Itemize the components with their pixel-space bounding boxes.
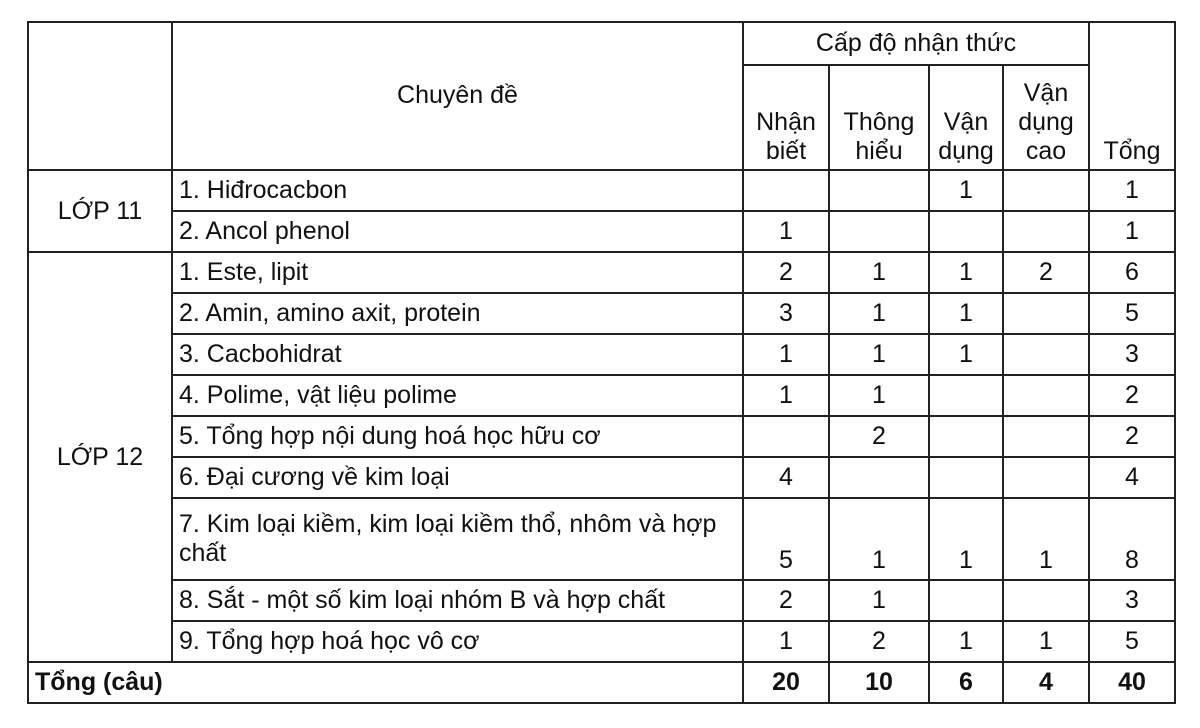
topic-cell: 4. Polime, vật liệu polime — [172, 375, 743, 416]
topic-cell: 1. Hiđrocacbon — [172, 170, 743, 211]
value-cell: 2 — [1003, 252, 1089, 293]
row-total-cell: 8 — [1089, 498, 1175, 580]
topic-cell: 5. Tổng hợp nội dung hoá học hữu cơ — [172, 416, 743, 457]
row-total-cell: 4 — [1089, 457, 1175, 498]
value-cell: 2 — [743, 580, 829, 621]
grand-total-cell: 40 — [1089, 662, 1175, 703]
value-cell — [1003, 416, 1089, 457]
table-row — [28, 580, 1175, 621]
question-matrix-table — [27, 21, 1176, 704]
total-value-cell: 20 — [743, 662, 829, 703]
value-cell: 2 — [743, 252, 829, 293]
value-cell — [929, 375, 1003, 416]
value-cell: 1 — [1003, 621, 1089, 662]
total-value-cell: 6 — [929, 662, 1003, 703]
header-level-recognize — [743, 65, 829, 170]
header-level-label: Vận dụng cao — [1018, 79, 1074, 165]
value-cell — [829, 211, 929, 252]
table-header — [28, 22, 1175, 170]
header-total: Tổng — [1089, 22, 1175, 170]
topic-cell: 7. Kim loại kiềm, kim loại kiềm thổ, nhôm và hợp chất — [172, 498, 743, 580]
value-cell: 1 — [829, 252, 929, 293]
value-cell: 2 — [829, 621, 929, 662]
value-cell — [929, 416, 1003, 457]
total-row-label: Tổng (câu) — [28, 662, 743, 703]
value-cell: 1 — [829, 580, 929, 621]
value-cell — [1003, 170, 1089, 211]
header-blank-cell — [28, 22, 172, 170]
value-cell — [1003, 375, 1089, 416]
value-cell: 1 — [743, 211, 829, 252]
topic-cell: 3. Cacbohidrat — [172, 334, 743, 375]
value-cell: 1 — [829, 498, 929, 580]
row-total-cell: 6 — [1089, 252, 1175, 293]
topic-cell: 2. Amin, amino axit, protein — [172, 293, 743, 334]
row-total-cell: 2 — [1089, 416, 1175, 457]
header-level-understand — [829, 65, 929, 170]
topic-cell: 9. Tổng hợp hoá học vô cơ — [172, 621, 743, 662]
value-cell: 1 — [929, 252, 1003, 293]
value-cell: 4 — [743, 457, 829, 498]
row-total-cell: 1 — [1089, 211, 1175, 252]
value-cell: 1 — [929, 498, 1003, 580]
table-row — [28, 211, 1175, 252]
table-row — [28, 252, 1175, 293]
value-cell: 1 — [743, 621, 829, 662]
table-row — [28, 621, 1175, 662]
total-value-cell: 4 — [1003, 662, 1089, 703]
total-value-cell: 10 — [829, 662, 929, 703]
value-cell: 1 — [829, 375, 929, 416]
value-cell: 1 — [929, 334, 1003, 375]
row-total-cell: 5 — [1089, 621, 1175, 662]
value-cell: 1 — [829, 334, 929, 375]
topic-cell: 1. Este, lipit — [172, 252, 743, 293]
header-levels-group: Cấp độ nhận thức — [743, 22, 1089, 65]
row-total-cell: 1 — [1089, 170, 1175, 211]
value-cell — [1003, 580, 1089, 621]
group-label-grade-11: LỚP 11 — [28, 170, 172, 252]
header-level-apply-high — [1003, 65, 1089, 170]
value-cell — [1003, 457, 1089, 498]
header-topic: Chuyên đề — [172, 22, 743, 170]
topic-cell: 2. Ancol phenol — [172, 211, 743, 252]
value-cell — [929, 580, 1003, 621]
topic-cell: 6. Đại cương về kim loại — [172, 457, 743, 498]
table-row — [28, 457, 1175, 498]
value-cell: 3 — [743, 293, 829, 334]
table-row — [28, 293, 1175, 334]
topic-cell: 8. Sắt - một số kim loại nhóm B và hợp chất — [172, 580, 743, 621]
value-cell: 1 — [1003, 498, 1089, 580]
header-level-apply — [929, 65, 1003, 170]
value-cell: 1 — [829, 293, 929, 334]
value-cell: 2 — [829, 416, 929, 457]
row-total-cell: 3 — [1089, 334, 1175, 375]
value-cell — [1003, 293, 1089, 334]
value-cell — [829, 457, 929, 498]
group-label-grade-12: LỚP 12 — [28, 252, 172, 662]
header-level-label: Nhận biết — [756, 108, 816, 165]
table-row — [28, 334, 1175, 375]
table-row — [28, 375, 1175, 416]
header-level-label: Vận dụng — [938, 108, 994, 165]
value-cell: 5 — [743, 498, 829, 580]
value-cell — [929, 457, 1003, 498]
value-cell — [929, 211, 1003, 252]
value-cell: 1 — [743, 375, 829, 416]
value-cell: 1 — [929, 293, 1003, 334]
header-level-label: Thông hiểu — [843, 108, 915, 165]
value-cell — [743, 416, 829, 457]
value-cell: 1 — [929, 170, 1003, 211]
value-cell — [829, 170, 929, 211]
value-cell: 1 — [743, 334, 829, 375]
total-row — [28, 662, 1175, 703]
row-total-cell: 2 — [1089, 375, 1175, 416]
table-row — [28, 170, 1175, 211]
table-row — [28, 498, 1175, 580]
value-cell: 1 — [929, 621, 1003, 662]
value-cell — [1003, 334, 1089, 375]
table-row — [28, 416, 1175, 457]
value-cell — [743, 170, 829, 211]
value-cell — [1003, 211, 1089, 252]
row-total-cell: 5 — [1089, 293, 1175, 334]
row-total-cell: 3 — [1089, 580, 1175, 621]
